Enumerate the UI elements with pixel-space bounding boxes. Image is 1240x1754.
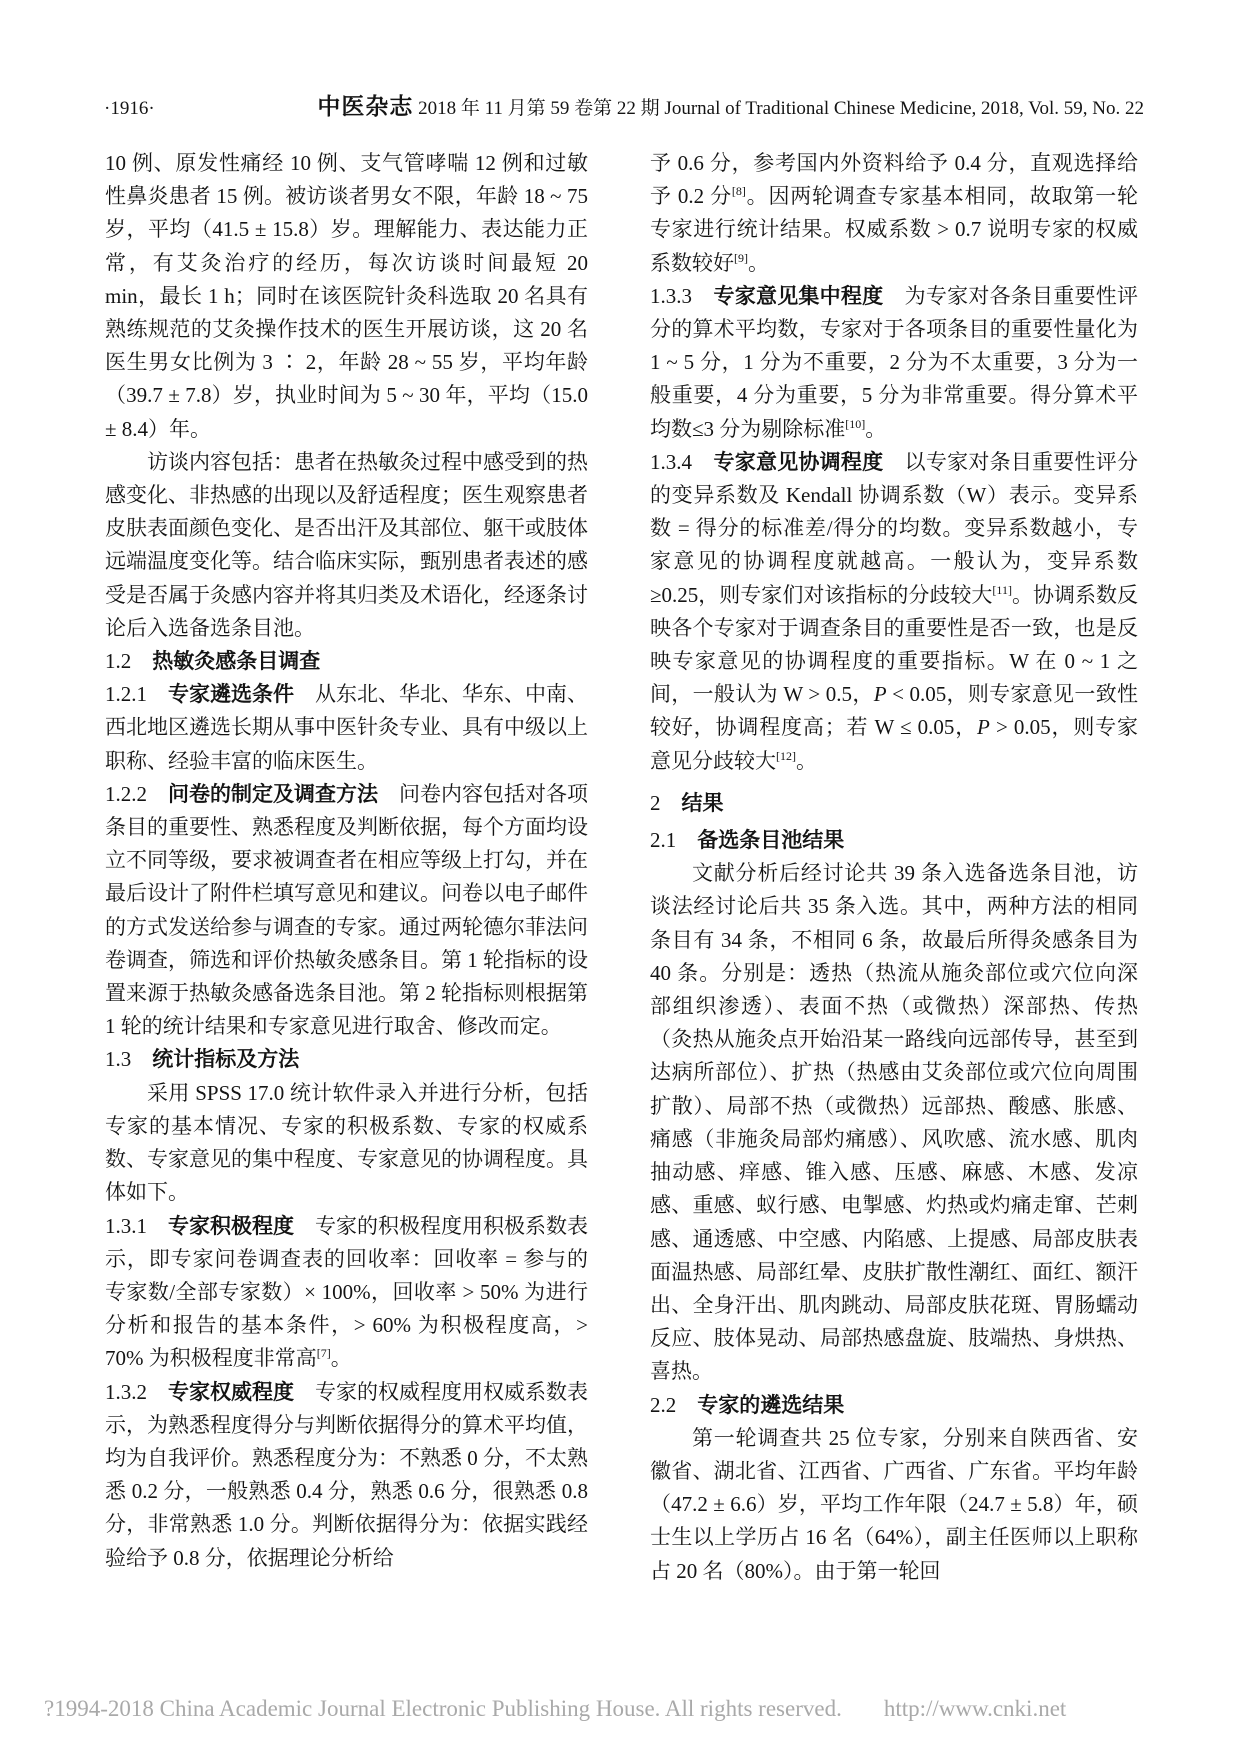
journal-name: 中医杂志 bbox=[317, 93, 414, 119]
run-in-heading: 专家遴选条件 bbox=[168, 683, 294, 707]
page-number: ·1916· bbox=[104, 98, 155, 119]
paragraph: 10 例、原发性痛经 10 例、支气管哮喘 12 例和过敏性鼻炎患者 15 例。被访谈者男女不限，年龄 18 ~ 75 岁，平均（41.5 ± 15.8）岁。理解能力、表达能力正常，有艾灸治疗的经历，每次访谈时间最短 20 min，最长 1 h；同时在该医院针灸科选取 20 名具有熟练规范的艾灸操作技术的医生开展访谈，这 20 名医生男女比例为 3 ∶ 2，年龄 28 ~ 55 岁，平均年龄（39.7 ± 7.8）岁，执业时间为 5 ~ 30 年，平均（15.0 ± 8.4）年。 bbox=[105, 151, 588, 441]
paragraph: 1.3.1 专家积极程度 专家的积极程度用积极系数表示，即专家问卷调查表的回收率：回收率 = 参与的专家数/全部专家数）× 100%，回收率 > 50% 为进行分析和报告的基本条件，> 60% 为积极程度高，> 70% 为积极程度非常高[7]。 bbox=[105, 1213, 588, 1371]
copyright-text: ?1994-2018 China Academic Journal Electronic Publishing House. All rights reserved. bbox=[44, 1696, 842, 1721]
run-in-heading: 专家意见协调程度 bbox=[713, 450, 884, 474]
run-in-heading: 专家权威程度 bbox=[168, 1380, 294, 1404]
run-in-heading: 统计指标及方法 bbox=[152, 1048, 300, 1072]
run-in-heading: 专家积极程度 bbox=[168, 1214, 294, 1238]
paragraph: 1.3.3 专家意见集中程度 为专家对各条目重要性评分的算术平均数，专家对于各项条目的重要性量化为 1 ~ 5 分，1 分为不重要，2 分为不太重要，3 分为一般重要，4 分为重要，5 分为非常重要。得分算术平均数≤3 分为剔除标准[10]。 bbox=[650, 283, 1139, 441]
citation-ref: [12] bbox=[776, 748, 796, 763]
paragraph: 访谈内容包括：患者在热敏灸过程中感受到的热感变化、非热感的出现以及舒适程度；医生观察患者皮肤表面颜色变化、是否出汗及其部位、躯干或肢体远端温度变化等。结合临床实际，甄别患者表述的感受是否属于灸感内容并将其归类及术语化，经逐条讨论后入选备选条目池。 bbox=[105, 449, 588, 640]
paragraph: 1.3.4 专家意见协调程度 以专家对条目重要性评分的变异系数及 Kendall 协调系数（W）表示。变异系数 = 得分的标准差/得分的均数。变异系数越小，专家意见的协调程度就越高。一般认为，变异系数≥0.25，则专家们对该指标的分歧较大[11]。协调系数反映各个专家对于调查条目的重要性是否一致，也是反映专家意见的协调程度的重要指标。W 在 0 ~ 1 之间，一般认为 W > 0.5，P < 0.05，则专家意见一致性较好，协调程度高；若 W ≤ 0.05，P > 0.05，则专家意见分歧较大[12]。 bbox=[650, 449, 1139, 773]
left-column bbox=[105, 147, 588, 1575]
journal-citation bbox=[317, 88, 1144, 121]
paragraph: 1.2.1 专家遴选条件 从东北、华北、华东、中南、西北地区遴选长期从事中医针灸专业、具有中级以上职称、经验丰富的临床医生。 bbox=[105, 682, 588, 773]
run-in-heading: 备选条目池结果 bbox=[697, 829, 845, 853]
run-in-heading: 专家意见集中程度 bbox=[713, 284, 884, 308]
run-in-heading: 专家的遴选结果 bbox=[697, 1393, 845, 1417]
paragraph: 1.3.2 专家权威程度 专家的权威程度用权威系数表示，为熟悉程度得分与判断依据得分的算术平均值，均为自我评价。熟悉程度分为：不熟悉 0 分，不太熟悉 0.2 分，一般熟悉 0.4 分，熟悉 0.6 分，很熟悉 0.8 分，非常熟悉 1.0 分。判断依据得分为：依据实践经验给予 0.8 分，依据理论分析给 bbox=[105, 1379, 588, 1570]
section-heading: 1.2 热敏灸感条目调查 bbox=[105, 649, 321, 674]
paragraph: 文献分析后经讨论共 39 条入选备选条目池，访谈法经讨论后共 35 条入选。其中，两种方法的相同条目有 34 条，不相同 6 条，故最后所得灸感条目为 40 条。分别是：透热（热流从施灸部位或穴位向深部组织渗透）、表面不热（或微热）深部热、传热（灸热从施灸点开始沿某一路线向远部传导，甚至到达病所部位）、扩热（热感由艾灸部位或穴位向周围扩散）、局部不热（或微热）远部热、酸感、胀感、痛感（非施灸局部灼痛感）、风吹感、流水感、肌肉抽动感、痒感、锥入感、压感、麻感、木感、发凉感、重感、蚁行感、电掣感、灼热或灼痛走窜、芒刺感、通透感、中空感、内陷感、上提感、局部皮肤表面温热感、局部红晕、皮肤扩散性潮红、面红、额汗出、全身汗出、肌肉跳动、局部皮肤花斑、胃肠蠕动反应、肢体晃动、局部热感盘旋、肢端热、身烘热、喜热。 bbox=[650, 861, 1138, 1384]
citation-ref: [9] bbox=[734, 250, 748, 265]
citation-ref: [7] bbox=[316, 1346, 331, 1361]
italic-variable: P bbox=[977, 715, 990, 740]
journal-issue-info: 2018 年 11 月第 59 卷第 22 期 Journal of Traditional Chinese Medicine, 2018, Vol. 59, No. 22 bbox=[413, 98, 1144, 119]
footer-url: http://www.cnki.net bbox=[883, 1696, 1067, 1721]
section-heading: 2.2 专家的遴选结果 bbox=[650, 1392, 845, 1417]
section-heading: 2.1 备选条目池结果 bbox=[650, 828, 845, 853]
paragraph: 1.2.2 问卷的制定及调查方法 问卷内容包括对各项条目的重要性、熟悉程度及判断依据，每个方面均设立不同等级，要求被调查者在相应等级上打勾，并在最后设计了附件栏填写意见和建议。问卷以电子邮件的方式发送给参与调查的专家。通过两轮德尔菲法问卷调查，筛选和评价热敏灸感条目。第 1 轮指标的设置来源于热敏灸感备选条目池。第 2 轮指标则根据第 1 轮的统计结果和专家意见进行取舍、修改而定。 bbox=[105, 781, 588, 1039]
section-heading: 2 结果 bbox=[650, 790, 724, 815]
run-in-heading: 结果 bbox=[681, 791, 724, 815]
paragraph: 采用 SPSS 17.0 统计软件录入并进行分析，包括专家的基本情况、专家的积极系数、专家的权威系数、专家意见的集中程度、专家意见的协调程度。具体如下。 bbox=[105, 1080, 588, 1205]
citation-ref: [10] bbox=[845, 416, 866, 431]
page-header bbox=[104, 88, 1144, 121]
section-heading: 1.3 统计指标及方法 bbox=[105, 1047, 300, 1072]
italic-variable: P bbox=[873, 682, 887, 707]
run-in-heading: 问卷的制定及调查方法 bbox=[168, 782, 378, 806]
copyright-footer bbox=[44, 1696, 1204, 1722]
citation-ref: [11] bbox=[992, 582, 1012, 597]
run-in-heading: 热敏灸感条目调查 bbox=[152, 650, 321, 674]
paragraph: 予 0.6 分，参考国内外资料给予 0.4 分，直观选择给予 0.2 分[8]。因两轮调查专家基本相同，故取第一轮专家进行统计结果。权威系数 > 0.7 说明专家的权威系数较好[9]。 bbox=[650, 151, 1139, 275]
paragraph: 第一轮调查共 25 位专家，分别来自陕西省、安徽省、湖北省、江西省、广西省、广东省。平均年龄（47.2 ± 6.6）岁，平均工作年限（24.7 ± 5.8）年，硕士生以上学历占 16 名（64%），副主任医师以上职称占 20 名（80%）。由于第一轮回 bbox=[650, 1425, 1138, 1583]
citation-ref: [8] bbox=[731, 184, 746, 199]
right-column bbox=[650, 147, 1138, 1588]
